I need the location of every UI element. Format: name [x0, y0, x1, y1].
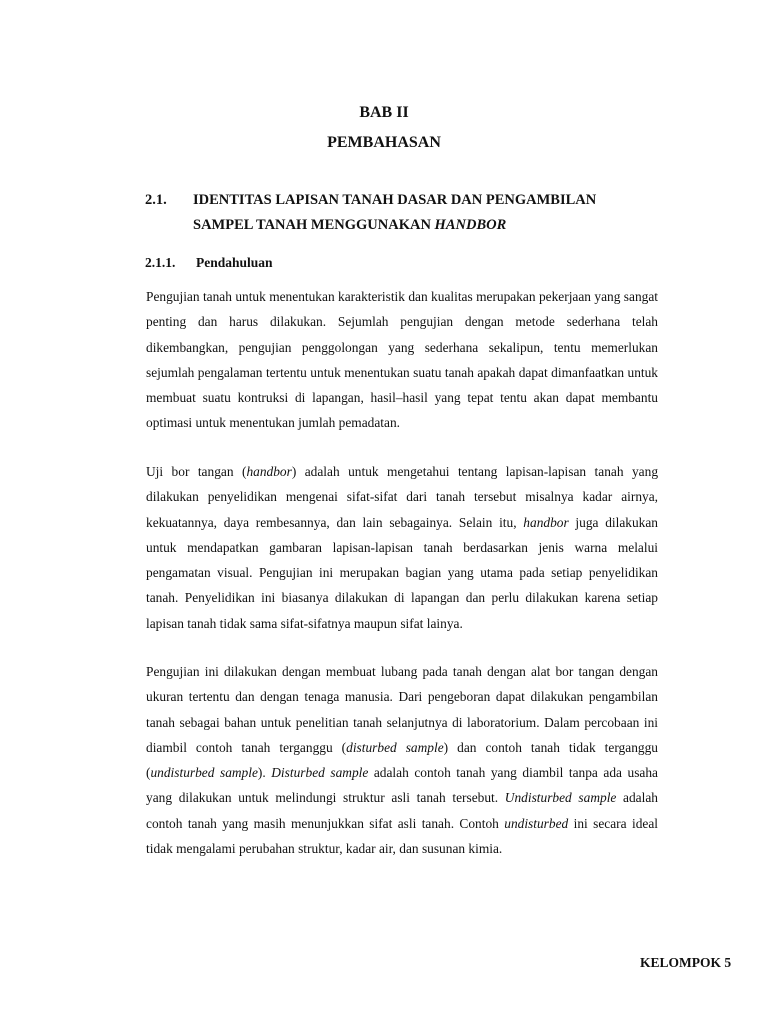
paragraph-3-italic: Undisturbed sample — [504, 790, 617, 806]
page-footer: KELOMPOK 5 — [640, 955, 732, 970]
section-title-line2-text: SAMPEL TANAH MENGGUNAKAN — [193, 217, 435, 233]
paragraph-3-text: adalah contoh tanah yang masih menunjukkan sifat asli tanah. Contoh — [146, 790, 658, 831]
paragraph-2-italic: handbor — [523, 514, 569, 530]
paragraph-2 — [146, 459, 658, 636]
chapter-heading: BAB II — [359, 104, 409, 121]
paragraph-3-text: ini secara ideal tidak mengalami perubahan struktur, kadar air, dan susunan kimia. — [146, 815, 658, 857]
paragraph-3-text: Pengujian ini dilakukan dengan membuat lubang pada tanah dengan alat bor tangan dengan ukuran tertentu dan dengan tenaga manusia. Dari pengeboran dapat dilakukan pengambilan tanah sebagai bahan untuk penelitian tanah selanjutnya di laboratorium. Dalam percobaan ini diambil contoh tanah terganggu ( — [146, 664, 658, 755]
chapter-title: PEMBAHASAN — [327, 134, 441, 151]
paragraph-3-text: adalah contoh tanah yang diambil tanpa ada usaha yang dilakukan untuk melindungi struktur asli tanah tersebut. — [146, 765, 658, 806]
paragraph-3-italic: undisturbed — [504, 815, 569, 831]
section-title-italic: HANDBOR — [434, 217, 507, 233]
paragraph-2-text: ) adalah untuk mengetahui tentang lapisan-lapisan tanah yang dilakukan penyelidikan mengenai sifat-sifat dari tanah tersebut misalnya kadar airnya, kekuatannya, daya rembesannya, dan lain sebagainya. Selain itu, — [146, 464, 659, 530]
paragraph-2-italic: handbor — [246, 464, 292, 479]
paragraph-2-text: juga dilakukan untuk mendapatkan gambaran lapisan-lapisan tanah berdasarkan jenis warna melalui pengamatan visual. Pengujian ini merupakan bagian yang utama pada setiap penyelidikan tanah. Penyelidikan ini biasanya dilakukan di lapangan dan perlu dilakukan karena setiap lapisan tanah tidak sama sifat-sifatnya maupun sifat lainya. — [146, 514, 658, 631]
paragraph-3-italic: disturbed sample — [346, 739, 444, 755]
paragraph-1: Pengujian tanah untuk menentukan karakteristik dan kualitas merupakan pekerjaan yang sangat penting dan harus dilakukan. Sejumlah pengujian dengan metode sederhana telah dikembangkan, pengujian penggolongan yang sederhana sekalipun, tentu memerlukan sejumlah pengalaman tertentu untuk menentukan suatu tanah apakah dapat dimanfaatkan untuk membuat suatu kontruksi di lapangan, hasil–hasil yang tepat tentu akan dapat membantu optimasi untuk menentukan jumlah pemadatan. — [146, 289, 658, 431]
paragraph-3-italic: undisturbed sample — [150, 765, 258, 781]
paragraph-3-italic: Disturbed sample — [271, 765, 369, 781]
paragraph-3-text: ). — [257, 765, 272, 781]
paragraph-3 — [146, 659, 658, 861]
paragraph-3-text: ) dan contoh tanah tidak terganggu ( — [146, 739, 658, 781]
section-title-line2 — [193, 217, 643, 234]
subsection-number: 2.1.1. — [145, 255, 176, 270]
paragraph-2-text: Uji bor tangan ( — [146, 464, 247, 479]
section-title-line1: IDENTITAS LAPISAN TANAH DASAR DAN PENGAMBILAN — [193, 192, 597, 208]
subsection-title: Pendahuluan — [196, 255, 273, 270]
section-number: 2.1. — [145, 192, 167, 208]
